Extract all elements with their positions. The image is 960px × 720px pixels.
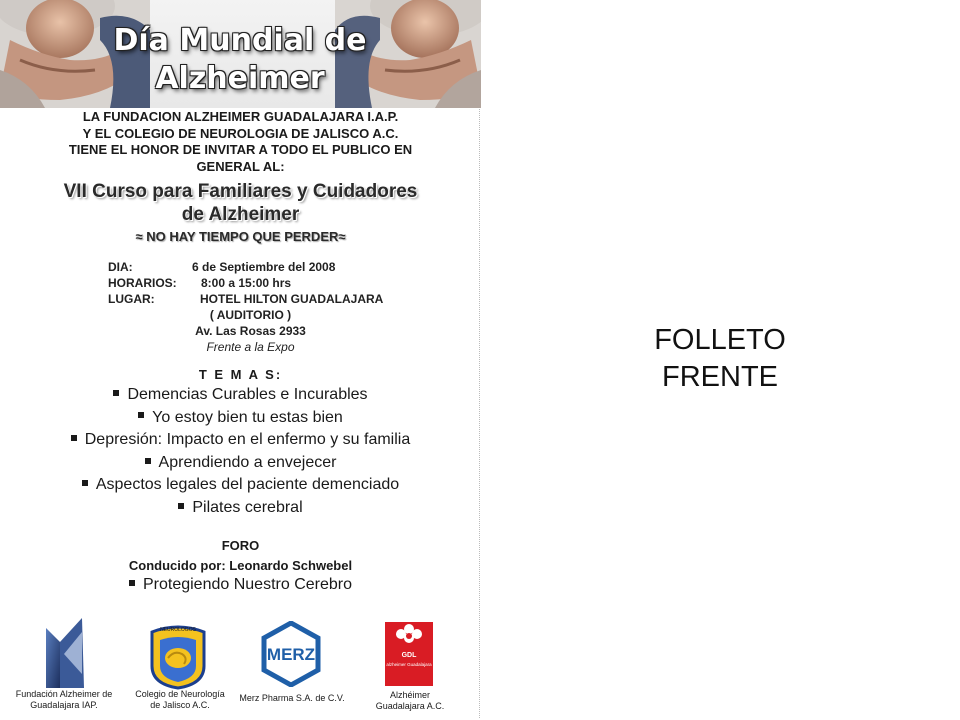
horarios-label: HORARIOS: — [108, 276, 177, 290]
intro-line: Y EL COLEGIO DE NEUROLOGIA DE JALISCO A.C. — [82, 125, 399, 141]
merz-badge-text: MERZ — [266, 645, 316, 664]
foro-topic-text: Protegiendo Nuestro Cerebro — [142, 576, 352, 593]
topic-text: Demencias Curables e Incurables — [127, 386, 368, 403]
intro-line: LA FUNDACION ALZHEIMER GUADALAJARA I.A.P. — [82, 109, 399, 124]
horarios-value: 8:00 a 15:00 hrs — [201, 276, 292, 290]
alzheimer-gdl-caption — [355, 690, 465, 711]
topics-list — [0, 384, 481, 520]
caption-line: Colegio de Neurología — [135, 689, 225, 699]
dia-value: 6 de Septiembre del 2008 — [192, 260, 336, 274]
title-line-2: Alzheimer — [155, 61, 325, 96]
course-line: VII Curso para Familiares y Cuidadores — [63, 181, 418, 202]
colegio-caption — [120, 689, 240, 710]
event-title — [90, 22, 390, 98]
topic-text: Depresión: Impacto en el enfermo y su familia — [84, 431, 411, 449]
side-label — [620, 322, 820, 396]
foro-heading: FORO — [221, 538, 260, 553]
title-line-1: Día Mundial de — [113, 23, 367, 58]
topic-text: Pilates cerebral — [192, 498, 303, 516]
gdl-badge-subtext: alzheimer Guadalajara — [386, 662, 432, 667]
gdl-badge-text: GDL — [401, 652, 417, 659]
room-text: ( AUDITORIO ) — [209, 308, 292, 322]
topic-text: Aprendiendo a envejecer — [158, 453, 337, 471]
temas-heading: T E M A S: — [198, 367, 283, 382]
dia-label: DIA: — [108, 260, 133, 274]
fundacion-caption — [2, 689, 126, 710]
square-bullet-icon — [138, 412, 144, 418]
colegio-neurologia-logo-icon — [146, 624, 210, 690]
course-title — [10, 180, 471, 226]
lugar-label: LUGAR: — [108, 292, 155, 306]
neurologos-badge-text: NEUROLOGOS — [160, 627, 196, 633]
merz-caption: Merz Pharma S.A. de C.V. — [239, 693, 345, 703]
topic-item — [0, 497, 481, 520]
reference-text: Frente a la Expo — [206, 340, 295, 354]
square-bullet-icon — [113, 390, 119, 396]
invitation-intro — [0, 109, 481, 175]
intro-line: TIENE EL HONOR DE INVITAR A TODO EL PUBLICO EN — [68, 142, 413, 157]
topic-text: Aspectos legales del paciente demenciado — [95, 476, 400, 494]
address-text: Av. Las Rosas 2933 — [195, 324, 306, 338]
topic-item — [0, 429, 481, 452]
caption-line: Guadalajara A.C. — [375, 700, 445, 711]
caption-line: de Jalisco A.C. — [150, 699, 210, 710]
tagline: ≈ NO HAY TIEMPO QUE PERDER≈ — [135, 229, 346, 244]
caption-line: Alzhéimer — [389, 690, 430, 700]
square-bullet-icon — [178, 503, 184, 509]
topic-item — [0, 407, 481, 430]
intro-line: GENERAL AL: — [196, 158, 285, 174]
topic-item — [0, 384, 481, 407]
flower-icon — [385, 622, 433, 652]
caption-line: Guadalajara IAP. — [30, 699, 98, 710]
foro-topic — [0, 576, 481, 594]
square-bullet-icon — [71, 435, 77, 441]
square-bullet-icon — [145, 458, 151, 464]
caption-line: Fundación Alzheimer de — [15, 689, 113, 699]
topic-item — [0, 452, 481, 475]
square-bullet-icon — [82, 480, 88, 486]
fundacion-logo-icon — [42, 614, 88, 688]
lugar-value: HOTEL HILTON GUADALAJARA — [200, 292, 384, 306]
square-bullet-icon — [129, 580, 135, 586]
side-label-line: FRENTE — [662, 361, 778, 393]
side-label-line: FOLLETO — [654, 324, 786, 356]
foro-section — [0, 536, 481, 576]
topic-item — [0, 474, 481, 497]
topic-text: Yo estoy bien tu estas bien — [152, 408, 343, 426]
course-line: de Alzheimer — [181, 204, 300, 225]
foro-conductor: Conducido por: Leonardo Schwebel — [128, 558, 353, 573]
